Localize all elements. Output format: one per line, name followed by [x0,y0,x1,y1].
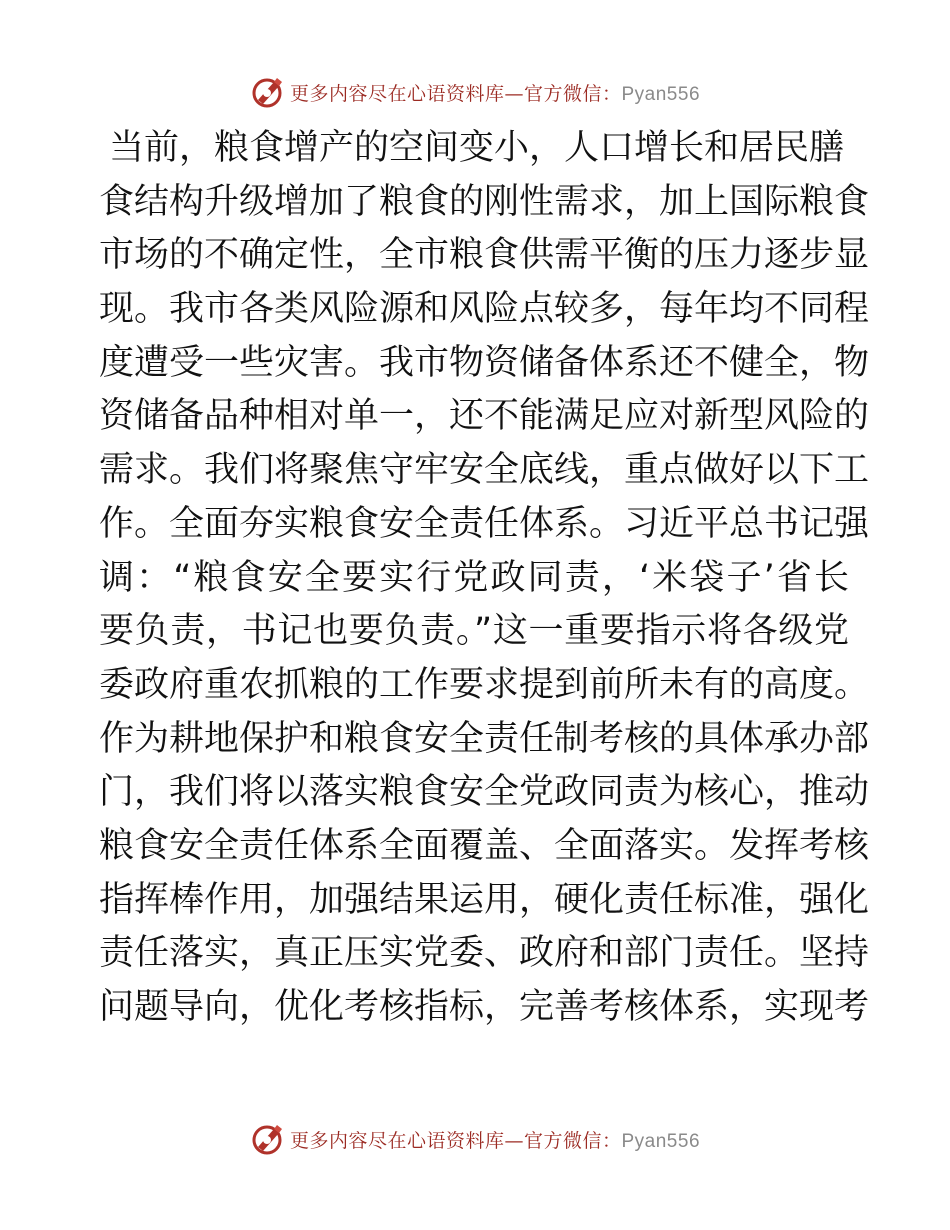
wechat-id: Pyan556 [621,1130,701,1152]
text-line: 作。全面夯实粮食安全责任体系。习近平总书记强 [99,503,870,544]
wechat-id: Pyan556 [621,83,701,105]
text-line: 粮食安全责任体系全面覆盖、全面落实。发挥考核 [99,825,870,866]
text-line: 委政府重农抓粮的工作要求提到前所未有的高度。 [99,664,870,705]
header-banner [0,72,950,112]
text-line: 作为耕地保护和粮食安全责任制考核的具体承办部 [99,718,870,759]
text-line: 现。我市各类风险源和风险点较多，每年均不同程 [99,289,870,330]
banner-text: 更多内容尽在心语资料库—官方微信：Pyan556 [289,1129,701,1152]
text-line: 市场的不确定性，全市粮食供需平衡的压力逐步显 [99,235,870,276]
footer-banner [0,1119,950,1159]
text-line: 要负责，书记也要负责。”这一重要指示将各级党 [99,611,849,652]
text-line: 责任落实，真正压实党委、政府和部门责任。坚持 [99,933,870,974]
text-line: 食结构升级增加了粮食的刚性需求，加上国际粮食 [99,181,870,222]
text-line: 调：“粮食安全要实行党政同责，‘米袋子’省长 [99,557,849,598]
text-line: 指挥棒作用，加强结果运用，硬化责任标准，强化 [99,879,870,920]
document-body [99,122,870,1035]
text-line: 问题导向，优化考核指标，完善考核体系，实现考 [99,987,870,1027]
banner-text: 更多内容尽在心语资料库—官方微信：Pyan556 [289,82,701,105]
pen-logo-icon [250,74,286,110]
text-line: 当前，粮食增产的空间变小，人口增长和居民膳 [109,128,845,168]
text-line: 度遭受一些灾害。我市物资储备体系还不健全，物 [99,342,870,383]
text-line: 资储备品种相对单一，还不能满足应对新型风险的 [99,396,870,437]
pen-logo-icon [250,1121,286,1157]
text-line: 需求。我们将聚焦守牢安全底线，重点做好以下工 [99,450,870,491]
text-line: 门，我们将以落实粮食安全党政同责为核心，推动 [99,772,870,813]
